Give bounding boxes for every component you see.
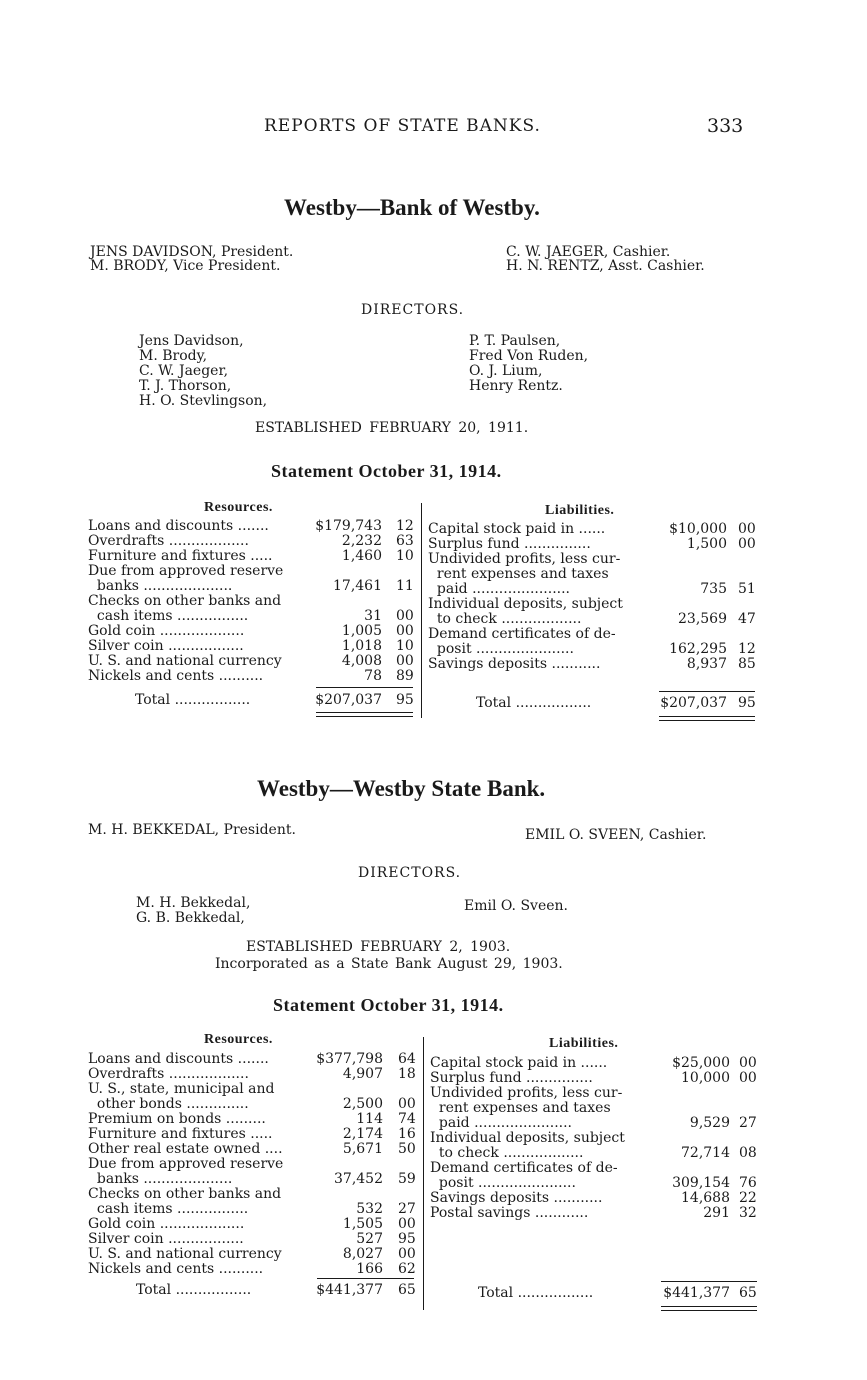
table-row — [428, 612, 758, 627]
item-dollars: 1,005 — [341, 623, 382, 639]
item-cents: 00 — [738, 521, 756, 537]
table-row — [88, 549, 418, 564]
item-dollars: 9,529 — [689, 1115, 730, 1131]
item-dollars: $25,000 — [672, 1055, 730, 1071]
total-row — [430, 1286, 760, 1301]
item-cents: 00 — [739, 1070, 757, 1086]
item-dollars: 2,232 — [341, 533, 382, 549]
table-row — [88, 1202, 418, 1217]
item-cents: 89 — [396, 668, 414, 684]
item-label: Silver coin ................. — [88, 639, 244, 654]
item-dollars: 735 — [700, 581, 727, 597]
item-label: Overdrafts .................. — [88, 534, 249, 549]
item-dollars: 309,154 — [672, 1175, 730, 1191]
directors-list-right — [464, 899, 568, 914]
table-row — [430, 1131, 760, 1146]
item-dollars: 31 — [364, 608, 382, 624]
item-cents: 59 — [398, 1171, 416, 1187]
table-row — [88, 1082, 418, 1097]
item-dollars: 14,688 — [681, 1190, 730, 1206]
item-cents: 00 — [396, 653, 414, 669]
table-row — [430, 1056, 760, 1071]
item-cents: 00 — [396, 608, 414, 624]
item-dollars: 78 — [364, 668, 382, 684]
item-label: to check .................. — [430, 1146, 584, 1161]
item-cents: 47 — [738, 611, 756, 627]
total-cents: 65 — [398, 1282, 416, 1298]
item-label: Undivided profits, less cur- — [428, 552, 621, 567]
officer-line: M. H. BEKKEDAL, President. — [88, 822, 296, 838]
item-dollars: $179,743 — [315, 518, 382, 534]
page-number: 333 — [707, 115, 744, 137]
director-name: T. J. Thorson, — [139, 378, 232, 394]
item-dollars: 1,505 — [342, 1216, 383, 1232]
table-row — [88, 579, 418, 594]
item-label: Postal savings ............ — [430, 1206, 589, 1221]
incorporated-line: Incorporated as a State Bank August 29, 1903. — [215, 956, 563, 972]
item-dollars: 8,937 — [686, 656, 727, 672]
director-name: H. O. Stevlingson, — [139, 393, 268, 409]
item-label: paid ...................... — [430, 1116, 573, 1131]
item-dollars: 527 — [356, 1231, 383, 1247]
item-cents: 51 — [738, 581, 756, 597]
table-row — [428, 642, 758, 657]
total-row — [428, 696, 758, 711]
item-dollars: 166 — [356, 1261, 383, 1277]
item-dollars: 8,027 — [342, 1246, 383, 1262]
table-row — [430, 1071, 760, 1086]
item-label: U. S., state, municipal and — [88, 1082, 275, 1097]
table-row — [88, 1187, 418, 1202]
director-name: G. B. Bekkedal, — [136, 910, 245, 926]
item-label: Nickels and cents .......... — [88, 1262, 264, 1277]
item-label: Silver coin ................. — [88, 1232, 244, 1247]
item-cents: 11 — [396, 578, 414, 594]
item-label: Loans and discounts ....... — [88, 1052, 269, 1067]
officer-line: C. W. JAEGER, Cashier. — [506, 244, 671, 260]
item-label: Gold coin ................... — [88, 624, 245, 639]
table-row — [428, 657, 758, 672]
item-dollars: 1,460 — [341, 548, 382, 564]
table-row — [428, 597, 758, 612]
table-row — [88, 594, 418, 609]
table-row — [430, 1101, 760, 1116]
table-row — [88, 1142, 418, 1157]
item-label: paid ...................... — [428, 582, 571, 597]
item-label: posit ...................... — [430, 1176, 576, 1191]
total-double-rule — [661, 1306, 757, 1307]
item-label: Nickels and cents .......... — [88, 669, 264, 684]
item-cents: 00 — [739, 1055, 757, 1071]
director-name: Jens Davidson, — [139, 333, 244, 349]
item-label: to check .................. — [428, 612, 582, 627]
bank-title: Westby—Westby State Bank. — [257, 776, 546, 801]
table-row — [428, 552, 758, 567]
established-line: ESTABLISHED FEBRUARY 2, 1903. — [246, 939, 511, 955]
item-label: Demand certificates of de- — [428, 627, 616, 642]
item-label: Surplus fund ............... — [430, 1071, 593, 1086]
bank-title: Westby—Bank of Westby. — [284, 195, 540, 220]
director-name: C. W. Jaeger, — [139, 363, 229, 379]
item-label: Individual deposits, subject — [428, 597, 623, 612]
table-row — [88, 534, 418, 549]
table-row — [88, 1067, 418, 1082]
item-cents: 00 — [738, 536, 756, 552]
directors-heading: DIRECTORS. — [358, 865, 462, 881]
item-cents: 00 — [396, 623, 414, 639]
item-label: other bonds .............. — [88, 1097, 249, 1112]
table-row — [428, 582, 758, 597]
total-row — [88, 1283, 418, 1298]
director-name: P. T. Paulsen, — [469, 333, 561, 349]
item-dollars: $377,798 — [316, 1051, 383, 1067]
item-cents: 08 — [739, 1145, 757, 1161]
item-label: Savings deposits ........... — [430, 1191, 603, 1206]
directors-list-right — [469, 334, 588, 394]
item-dollars: 37,452 — [334, 1171, 383, 1187]
column-divider — [423, 1037, 424, 1310]
item-dollars: 162,295 — [669, 641, 727, 657]
item-dollars: 4,008 — [341, 653, 382, 669]
resources-heading: Resources. — [204, 500, 273, 515]
liabilities-heading: Liabilities. — [545, 503, 615, 518]
item-cents: 22 — [739, 1190, 757, 1206]
established-line: ESTABLISHED FEBRUARY 20, 1911. — [255, 420, 529, 436]
table-row — [430, 1161, 760, 1176]
table-row — [88, 1172, 418, 1187]
table-row — [428, 627, 758, 642]
directors-list-left — [139, 334, 267, 409]
item-label: cash items ................ — [88, 1202, 249, 1217]
item-cents: 76 — [739, 1175, 757, 1191]
officer-line: M. BRODY, Vice President. — [90, 258, 281, 274]
total-double-rule — [659, 716, 755, 717]
table-row — [88, 669, 418, 684]
table-row — [430, 1146, 760, 1161]
column-divider — [421, 503, 422, 718]
item-label: Loans and discounts ....... — [88, 519, 269, 534]
total-cents: 65 — [739, 1285, 757, 1301]
total-rule — [317, 1278, 414, 1279]
directors-list-left — [136, 896, 250, 926]
table-row — [88, 1217, 418, 1232]
item-dollars: 72,714 — [681, 1145, 730, 1161]
total-double-rule — [659, 720, 755, 721]
item-label: Capital stock paid in ...... — [430, 1056, 608, 1071]
table-row — [88, 1052, 418, 1067]
officer-line: JENS DAVIDSON, President. — [90, 244, 294, 260]
table-row — [88, 609, 418, 624]
table-row — [430, 1191, 760, 1206]
item-cents: 18 — [398, 1066, 416, 1082]
item-dollars: 114 — [356, 1111, 383, 1127]
table-row — [88, 1112, 418, 1127]
item-cents: 27 — [739, 1115, 757, 1131]
item-dollars: 2,174 — [342, 1126, 383, 1142]
total-label: Total ................. — [478, 1286, 594, 1301]
director-name: Fred Von Ruden, — [469, 348, 589, 364]
item-label: Capital stock paid in ...... — [428, 522, 606, 537]
item-cents: 12 — [396, 518, 414, 534]
table-row — [430, 1086, 760, 1101]
table-row — [88, 1097, 418, 1112]
director-name: Emil O. Sveen. — [464, 898, 568, 914]
item-dollars: 4,907 — [342, 1066, 383, 1082]
table-row — [88, 1247, 418, 1262]
table-row — [88, 519, 418, 534]
item-label: Premium on bonds ......... — [88, 1112, 266, 1127]
table-row — [88, 1232, 418, 1247]
item-dollars: 5,671 — [342, 1141, 383, 1157]
item-cents: 10 — [396, 638, 414, 654]
table-row — [428, 537, 758, 552]
item-label: Furniture and fixtures ..... — [88, 1127, 273, 1142]
item-label: rent expenses and taxes — [428, 567, 609, 582]
total-double-rule — [316, 712, 413, 713]
item-cents: 16 — [398, 1126, 416, 1142]
item-label: U. S. and national currency — [88, 654, 282, 669]
total-dollars: $207,037 — [660, 695, 727, 711]
table-row — [428, 522, 758, 537]
director-name: M. Brody, — [139, 348, 208, 364]
table-row — [430, 1176, 760, 1191]
item-cents: 00 — [398, 1096, 416, 1112]
table-row — [88, 1127, 418, 1142]
table-row — [88, 1157, 418, 1172]
statement-title: Statement October 31, 1914. — [273, 995, 504, 1015]
table-row — [88, 624, 418, 639]
item-label: posit ...................... — [428, 642, 574, 657]
item-dollars: $10,000 — [669, 521, 727, 537]
item-label: Checks on other banks and — [88, 594, 282, 609]
item-label: rent expenses and taxes — [430, 1101, 611, 1116]
total-label: Total ................. — [135, 693, 251, 708]
director-name: M. H. Bekkedal, — [136, 895, 251, 911]
total-dollars: $207,037 — [315, 692, 382, 708]
table-row — [88, 654, 418, 669]
running-head: REPORTS OF STATE BANKS. — [264, 116, 541, 136]
item-label: Due from approved reserve — [88, 1157, 284, 1172]
item-cents: 50 — [398, 1141, 416, 1157]
total-label: Total ................. — [136, 1283, 252, 1298]
total-label: Total ................. — [476, 696, 592, 711]
item-label: Checks on other banks and — [88, 1187, 282, 1202]
item-cents: 27 — [398, 1201, 416, 1217]
table-row — [430, 1116, 760, 1131]
officer-line: EMIL O. SVEEN, Cashier. — [525, 827, 707, 843]
item-dollars: 17,461 — [333, 578, 382, 594]
total-cents: 95 — [396, 692, 414, 708]
total-double-rule — [661, 1310, 757, 1311]
item-label: Individual deposits, subject — [430, 1131, 625, 1146]
item-dollars: 10,000 — [681, 1070, 730, 1086]
resources-heading: Resources. — [204, 1032, 273, 1047]
item-label: Other real estate owned .... — [88, 1142, 283, 1157]
total-cents: 95 — [738, 695, 756, 711]
item-cents: 00 — [398, 1216, 416, 1232]
item-label: Savings deposits ........... — [428, 657, 601, 672]
item-cents: 00 — [398, 1246, 416, 1262]
officer-line: H. N. RENTZ, Asst. Cashier. — [506, 258, 705, 274]
table-row — [88, 1262, 418, 1277]
item-cents: 95 — [398, 1231, 416, 1247]
item-label: Demand certificates of de- — [430, 1161, 618, 1176]
total-rule — [659, 691, 755, 692]
item-cents: 32 — [739, 1205, 757, 1221]
item-cents: 62 — [398, 1261, 416, 1277]
table-row — [88, 639, 418, 654]
total-dollars: $441,377 — [663, 1285, 730, 1301]
item-cents: 12 — [738, 641, 756, 657]
item-cents: 64 — [398, 1051, 416, 1067]
table-row — [88, 564, 418, 579]
director-name: Henry Rentz. — [469, 378, 563, 394]
item-label: Due from approved reserve — [88, 564, 284, 579]
total-dollars: $441,377 — [316, 1282, 383, 1298]
item-dollars: 23,569 — [678, 611, 727, 627]
total-row — [88, 693, 418, 708]
item-dollars: 2,500 — [342, 1096, 383, 1112]
item-dollars: 532 — [356, 1201, 383, 1217]
total-rule — [661, 1281, 757, 1282]
directors-heading: DIRECTORS. — [361, 302, 465, 318]
item-label: Furniture and fixtures ..... — [88, 549, 273, 564]
director-name: O. J. Lium, — [469, 363, 543, 379]
liabilities-heading: Liabilities. — [549, 1036, 619, 1051]
item-cents: 63 — [396, 533, 414, 549]
item-label: Gold coin ................... — [88, 1217, 245, 1232]
item-label: Surplus fund ............... — [428, 537, 591, 552]
item-dollars: 291 — [703, 1205, 730, 1221]
item-label: Undivided profits, less cur- — [430, 1086, 623, 1101]
item-label: banks .................... — [88, 579, 233, 594]
table-row — [428, 567, 758, 582]
item-label: U. S. and national currency — [88, 1247, 282, 1262]
item-cents: 74 — [398, 1111, 416, 1127]
item-dollars: 1,018 — [341, 638, 382, 654]
item-cents: 10 — [396, 548, 414, 564]
item-label: banks .................... — [88, 1172, 233, 1187]
item-dollars: 1,500 — [686, 536, 727, 552]
item-cents: 85 — [738, 656, 756, 672]
total-rule — [316, 687, 413, 688]
table-row — [430, 1206, 760, 1221]
total-double-rule — [316, 716, 413, 717]
item-label: cash items ................ — [88, 609, 249, 624]
statement-title: Statement October 31, 1914. — [271, 461, 502, 481]
item-label: Overdrafts .................. — [88, 1067, 249, 1082]
